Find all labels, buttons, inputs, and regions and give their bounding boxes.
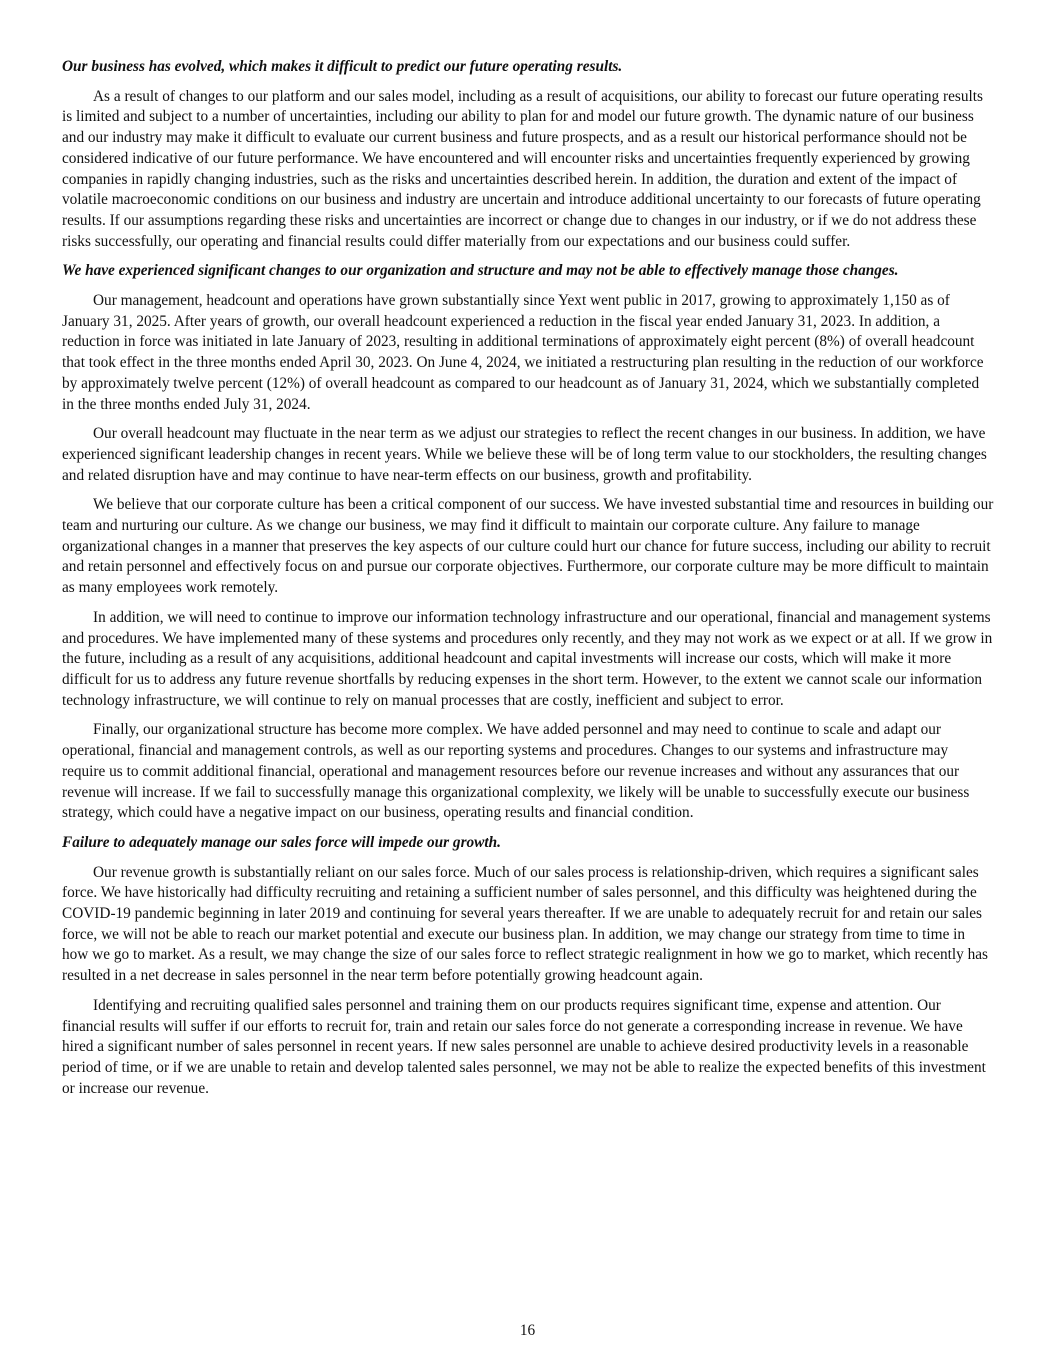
section-heading: Failure to adequately manage our sales force will impede our growth. — [62, 833, 501, 851]
section-heading: We have experienced significant changes to our organization and structure and may not be able to effectively manage those changes. — [62, 262, 899, 280]
paragraph: As a result of changes to our platform and our sales model, including as a result of acquisitions, our ability to forecast our future operating results is limited and subject to a number of uncertainties, including our ability to plan for and model our future growth. The dynamic nature of our business and our industry may make it difficult to evaluate our current business and future prospects, and as a result our historical performance should not be considered indicative of our future performance. We have encountered and will encounter risks and uncertainties frequently experienced by growing companies in rapidly changing industries, such as the risks and uncertainties described herein. In addition, the duration and extent of the impact of volatile macroeconomic conditions on our business and industry are uncertain and introduce additional uncertainty to our forecasts of future operating results. If our assumptions regarding these risks and uncertainties are incorrect or change due to changes in our industry, or if we do not address these risks successfully, our operating and financial results could differ materially from our expectations and our business could suffer. — [62, 87, 983, 250]
paragraph: Our overall headcount may fluctuate in the near term as we adjust our strategies to reflect the recent changes in our business. In addition, we have experienced significant leadership changes in recent years. While we believe these will be of long term value to our stockholders, the resulting changes and related disruption have and may continue to have near-term effects on our business, growth and profitability. — [62, 425, 987, 484]
paragraph: Our management, headcount and operations have grown substantially since Yext went public in 2017, growing to approximately 1,150 as of January 31, 2025. After years of growth, our overall headcount experienced a reduction in the fiscal year ended January 31, 2023. In addition, a reduction in force was initiated in late January of 2023, resulting in additional terminations of approximately eight percent (8%) of overall headcount that took effect in the three months ended April 30, 2023. On June 4, 2024, we initiated a restructuring plan resulting in the reduction of our workforce by approximately twelve percent (12%) of overall headcount as compared to our headcount as of January 31, 2024, which we substantially completed in the three months ended July 31, 2024. — [62, 292, 984, 413]
paragraph: Identifying and recruiting qualified sales personnel and training them on our products requires significant time, expense and attention. Our financial results will suffer if our efforts to recruit for, train and retain our sales force do not generate a corresponding increase in revenue. We have hired a significant number of sales personnel in recent years. If new sales personnel are unable to achieve desired productivity levels in a reasonable period of time, or if we are unable to retain and develop talented sales personnel, we may not be able to realize the expected benefits of this investment or increase our revenue. — [62, 996, 986, 1097]
paragraph: Finally, our organizational structure has become more complex. We have added personnel and may need to continue to scale and adapt our operational, financial and management controls, as well as our reporting systems and procedures. Changes to our systems and infrastructure may require us to commit additional financial, operational and management resources before our revenue increases and without any assurances that our revenue will increase. If we fail to successfully manage this organizational complexity, we likely will be unable to successfully execute our business strategy, which could have a negative impact on our business, operating results and financial condition. — [62, 721, 970, 822]
risk-section-2 — [62, 261, 994, 824]
page-number: 16 — [519, 1322, 536, 1339]
risk-section-1 — [62, 57, 994, 252]
section-heading: Our business has evolved, which makes it difficult to predict our future operating results. — [62, 58, 623, 75]
paragraph: In addition, we will need to continue to improve our information technology infrastructure and our operational, financial and management systems and procedures. We have implemented many of these systems and procedures only recently, and they may not work as we expect or at all. If we grow in the future, including as a result of any acquisitions, additional headcount and capital investments will increase our costs, which will make it more difficult for us to address any future revenue shortfalls by reducing expenses in the short term. However, to the extent we cannot scale our information technology infrastructure, we will continue to rely on manual processes that are costly, inefficient and subject to error. — [62, 608, 993, 709]
risk-section-3 — [62, 833, 994, 1099]
document-page — [62, 57, 994, 1108]
paragraph: We believe that our corporate culture has been a critical component of our success. We have invested substantial time and resources in building our team and nurturing our culture. As we change our business, we may find it difficult to maintain our corporate culture. Any failure to manage organizational changes in a manner that preserves the key aspects of our culture could hurt our chance for future success, including our ability to recruit and retain personnel and effectively focus on and pursue our corporate objectives. Furthermore, our corporate culture may be more difficult to maintain as many employees work remotely. — [62, 496, 994, 597]
paragraph: Our revenue growth is substantially reliant on our sales force. Much of our sales process is relationship-driven, which requires a significant sales force. We have historically had difficulty recruiting and retaining a sufficient number of sales personnel, and this difficulty was heightened during the COVID-19 pandemic beginning in later 2019 and continuing for several years thereafter. If we are unable to adequately recruit for and retain our sales force, we will not be able to reach our market potential and execute our business plan. In addition, we may change our strategy from time to time in how we go to market. As a result, we may change the size of our sales force to reflect strategic realignment in how we go to market, which recently has resulted in a net decrease in sales personnel in the near term before potentially growing headcount again. — [62, 863, 988, 985]
